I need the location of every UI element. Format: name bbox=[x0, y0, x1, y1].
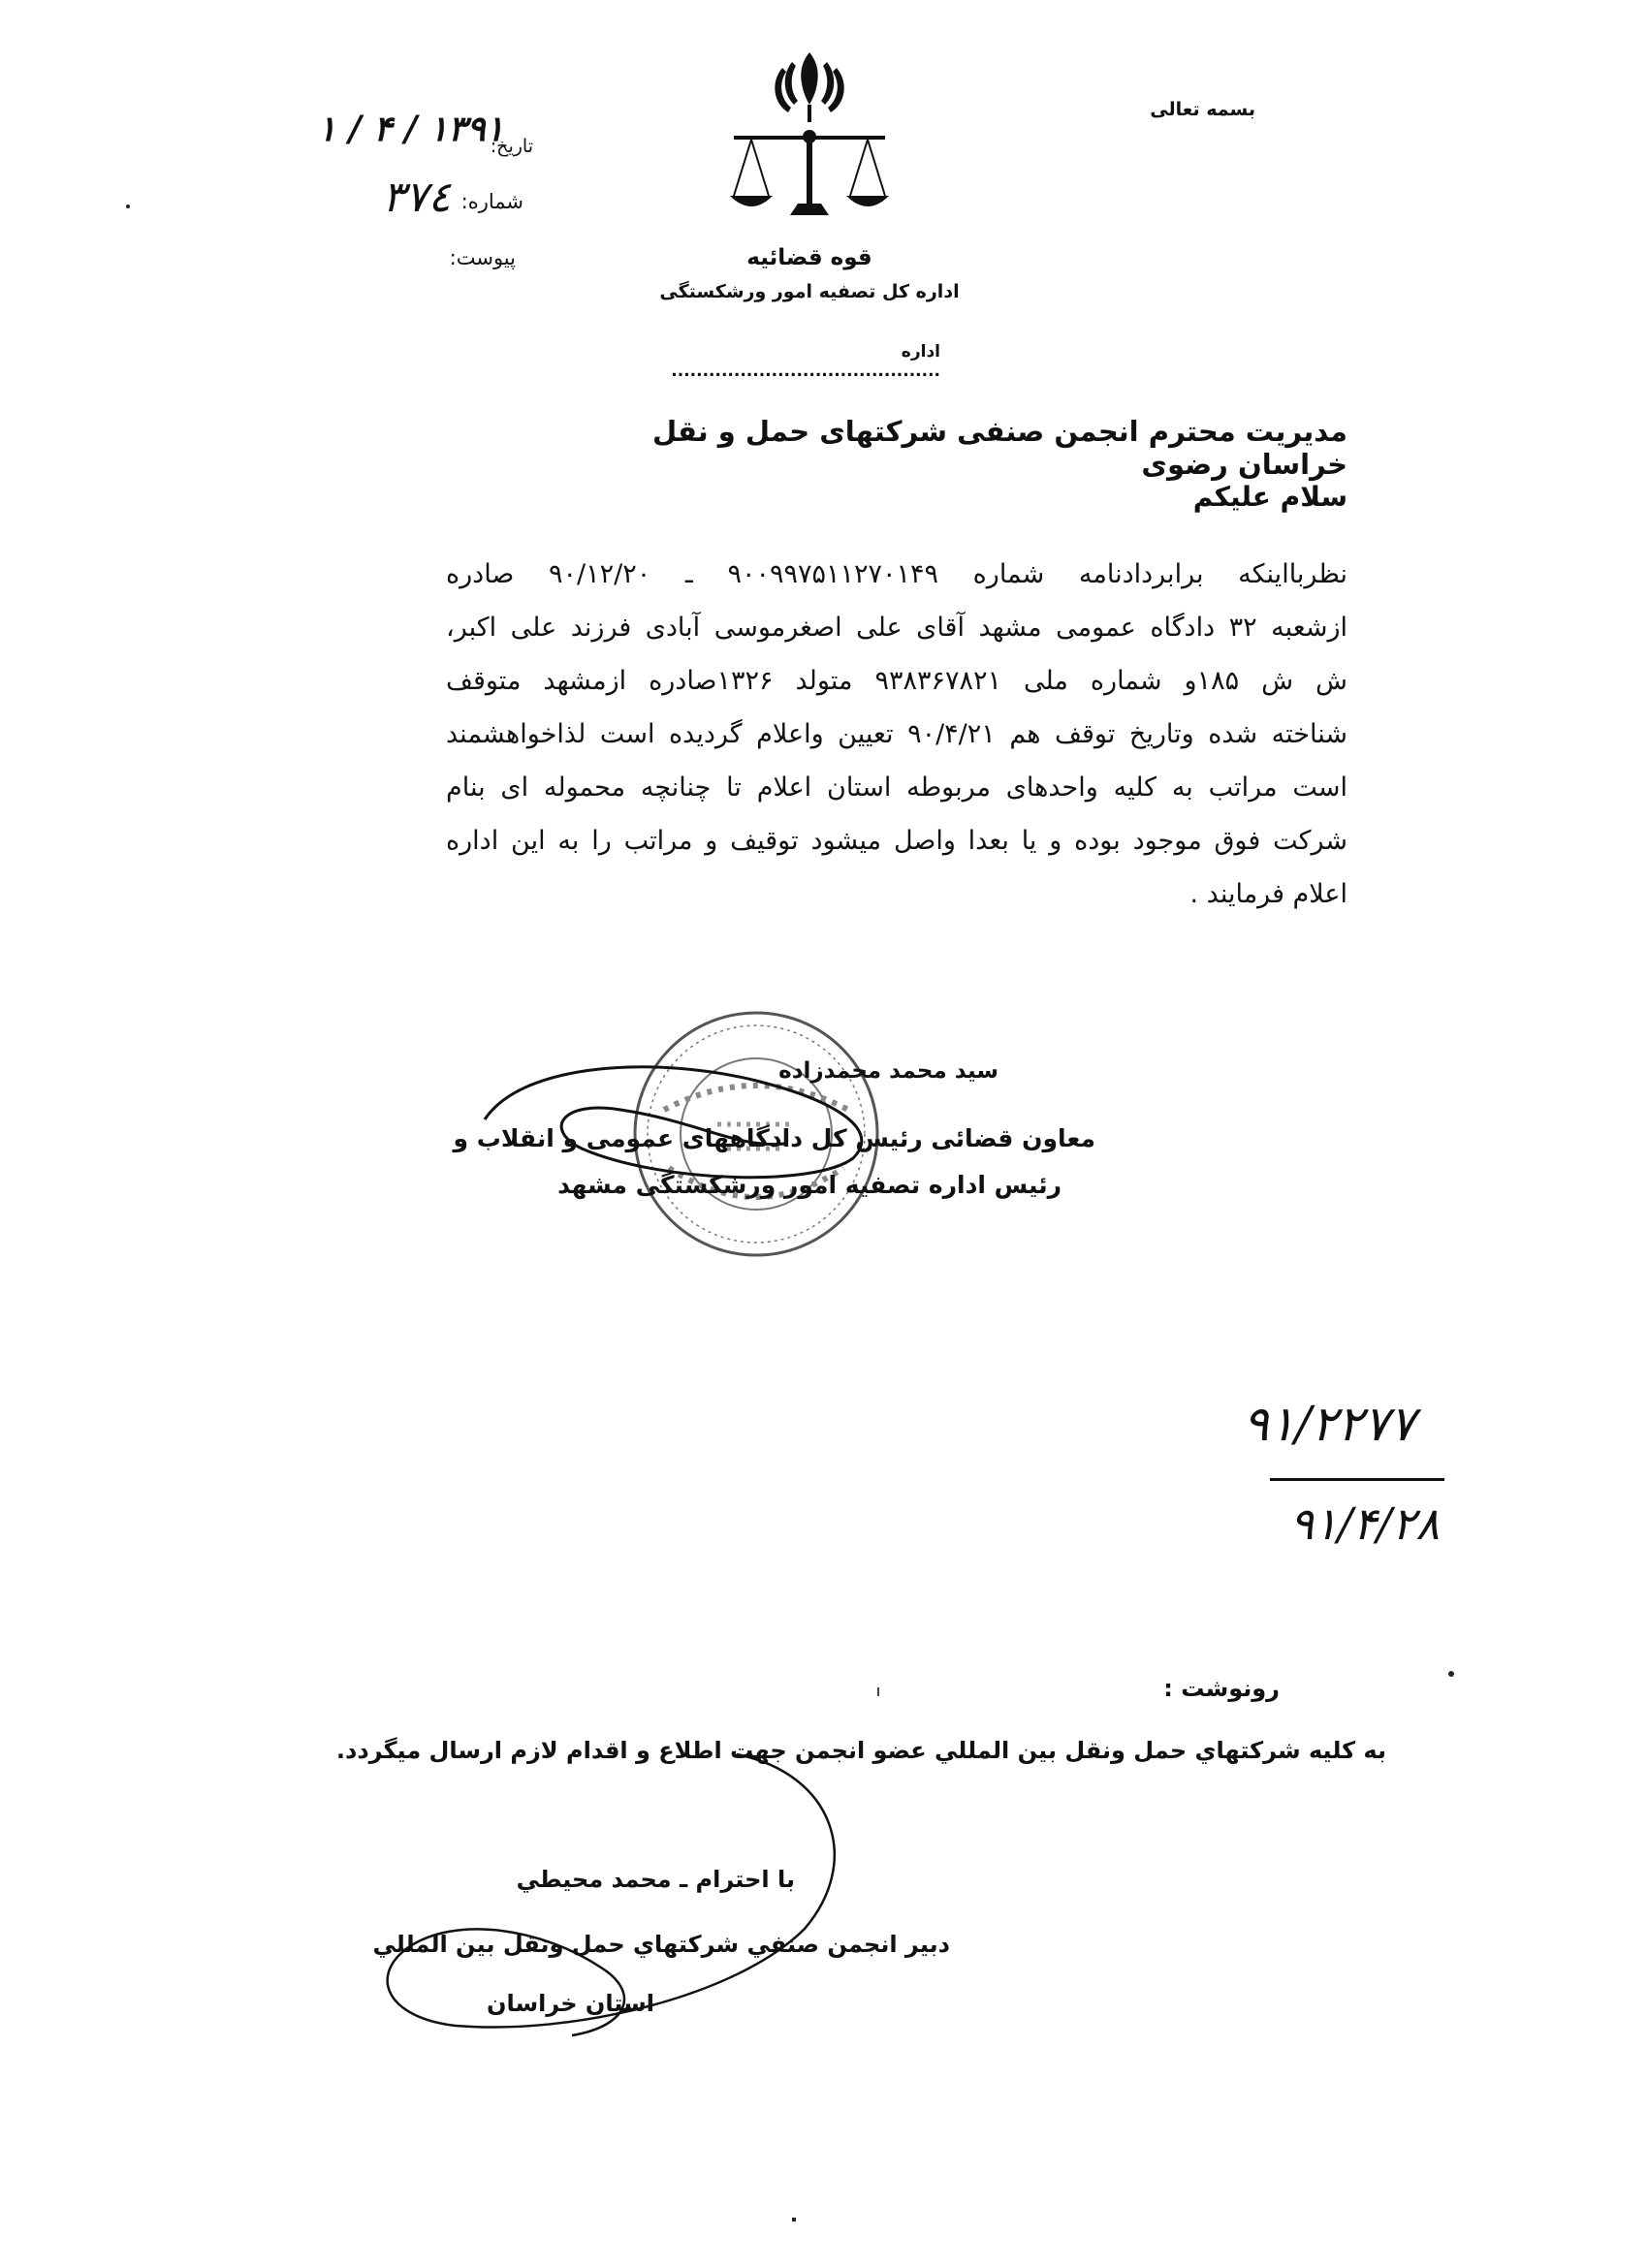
copy-note-text: به كليه شركتهاي حمل ونقل بين المللي عضو انجمن جهت اطلاع و اقدام لازم ارسال ميگردد. bbox=[335, 1737, 1386, 1764]
attachment-label: پیوست: bbox=[449, 246, 516, 269]
copy-note-label: رونوشت : bbox=[1163, 1675, 1280, 1702]
number-label: شماره: bbox=[460, 190, 523, 213]
basmala-heading: بسمه تعالی bbox=[1150, 99, 1255, 120]
organization-department: اداره کل تصفیه امور ورشکستگی bbox=[659, 281, 960, 302]
body-line: نظربااینکه برابردادنامه شماره ۹۰۰۹۹۷۵۱۱۲۷۰۱۴۹ ـ ۹۰/۱۲/۲۰ صادره bbox=[446, 559, 1347, 589]
office-line bbox=[671, 342, 940, 381]
date-value: ۱۳۹۱ / ۴ / ۱ bbox=[317, 109, 504, 149]
letter-greeting: سلام علیکم bbox=[1192, 481, 1347, 513]
registration-number: ۹۱/۲۲۷۷ bbox=[1243, 1396, 1415, 1452]
signatory-title-line1: معاون قضائی رئیس کل دادگاههای عمومی و انقلاب و bbox=[453, 1124, 1095, 1152]
sender-title-line2: استان خراسان bbox=[486, 1990, 654, 2017]
signatory-name: سید محمد محمدزاده bbox=[778, 1058, 998, 1084]
body-line: است مراتب به کلیه واحدهای مربوطه استان اعلام تا چنانچه محموله ای بنام bbox=[446, 772, 1347, 803]
organization-name: قوه قضائیه bbox=[746, 245, 872, 270]
registration-date: ۹۱/۴/۲۸ bbox=[1289, 1497, 1440, 1550]
office-dots: ........................................... bbox=[671, 362, 940, 381]
letter-body bbox=[446, 548, 1347, 921]
body-line: ازشعبه ۳۲ دادگاه عمومی مشهد آقای علی اصغرموسی آبادی فرزند علی اکبر، bbox=[446, 613, 1347, 643]
sender-closing: با احترام ـ محمد محيطي bbox=[516, 1866, 795, 1893]
body-line: شرکت فوق موجود بوده و یا بعدا واصل میشود توقیف و مراتب را به این اداره bbox=[446, 826, 1347, 856]
office-label: اداره bbox=[901, 342, 940, 362]
body-line: شناخته شده وتاریخ توقف هم ۹۰/۴/۲۱ تعیین واعلام گردیده است لذاخواهشمند bbox=[446, 719, 1347, 749]
body-line: ش ش ۱۸۵و شماره ملی ۹۳۸۳۶۷۸۲۱ متولد ۱۳۲۶صادره ازمشهد متوقف bbox=[446, 666, 1347, 696]
date-label: تاریخ: bbox=[490, 136, 533, 157]
registration-divider bbox=[1270, 1478, 1444, 1481]
sender-title-line1: دبير انجمن صنفي شركتهاي حمل ونقل بين المللي bbox=[372, 1931, 950, 1958]
signatory-title-line2: رئیس اداره تصفیه امور ورشکستگی مشهد bbox=[557, 1171, 1062, 1199]
number-value: ۳۷٤ bbox=[382, 173, 451, 222]
letter-addressee: مدیریت محترم انجمن صنفی شرکتهای حمل و نقل خراسان رضوی bbox=[652, 415, 1347, 481]
body-line: اعلام فرمایند . bbox=[1189, 879, 1347, 909]
judiciary-emblem-icon bbox=[713, 41, 906, 244]
